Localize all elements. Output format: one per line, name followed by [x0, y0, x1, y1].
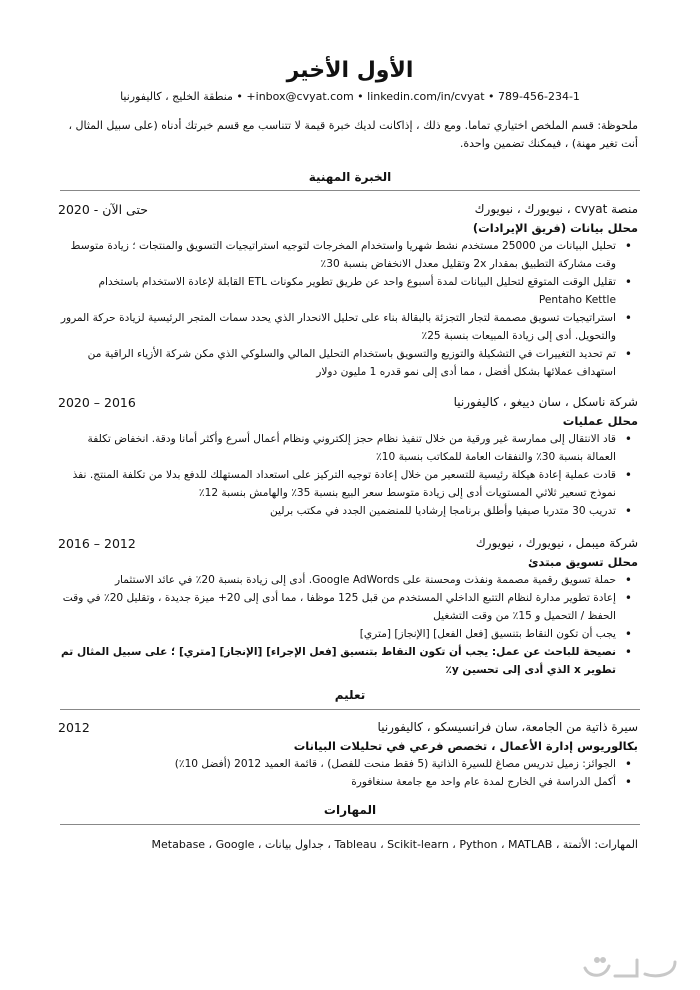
bullet-text: أكمل الدراسة في الخارج لمدة عام واحد مع جامعة سنغافورة — [351, 776, 616, 788]
list-item — [58, 466, 632, 502]
job-entry-1 — [58, 202, 638, 381]
list-item — [58, 502, 632, 520]
school-name: سيرة ذاتية من الجامعة، سان فرانسيسكو ، كاليفورنيا — [377, 720, 638, 734]
list-item — [58, 643, 632, 679]
bullet-icon: • — [624, 775, 632, 789]
list-item — [58, 589, 632, 625]
job-company: شركة ميبمل ، نيويورك ، نيويورك — [475, 536, 638, 550]
job-header — [58, 202, 638, 220]
job-header — [58, 395, 638, 413]
list-item — [58, 430, 632, 466]
candidate-name: الأول الأخير — [286, 58, 414, 83]
bullet-icon: • — [624, 311, 632, 325]
job-entry-2 — [58, 395, 638, 520]
job-role: محلل تسويق مبتدئ — [528, 555, 638, 569]
bullet-text: الجوائز: زميل تدريس مصاغ للسيرة الذاتية (5 فقط منحت للفصل) ، قائمة العميد 2012 (أفضل 10٪) — [174, 758, 616, 770]
bullet-text: تقليل الوقت المتوقع لتحليل البيانات لمدة أسبوع واحد عن طريق تطوير مكونات ETL القابلة لإعادة الاستخدام باستخدام Pentaho Kettle — [98, 276, 616, 306]
job-bullets — [58, 237, 638, 381]
job-bullets — [58, 430, 638, 520]
list-item — [58, 273, 632, 309]
bullet-text: إعادة تطوير مدارة لنظام التتبع الداخلي المستخدم من قبل 125 موظفا ، مما أدى إلى 20+ ميزة جديدة ، وتقليل 20٪ في وقت الحفظ / التحميل و 15٪ من وقت التشغيل — [62, 592, 616, 622]
bullet-icon: • — [624, 591, 632, 605]
list-item — [58, 345, 632, 381]
summary-note: ملحوظة: قسم الملخص اختياري تماما. ومع ذلك ، إذاكانت لديك خبرة قيمة لا تتناسب مع قسم خبرتك أدناه (على سبيل المثال ، أنت تغير مهنة) ، فيمكنك تضمين واحدة. — [68, 119, 638, 150]
job-role: محلل عمليات — [562, 414, 638, 428]
bullet-text: تم تحديد التغييرات في التشكيلة والتوزيع والتسويق باستخدام التحليل المالي والسلوكي الذي مكن شركة الأزياء الراقية من استهداف عملائها بشكل أفضل ، مما أدى إلى نمو قدره 1 مليون دولار — [87, 348, 616, 378]
contact-line: inbox@cvyat.com • linkedin.com/in/cvyat • 789-456-234-1+ • منطقة الخليج ، كاليفورنيا — [120, 90, 580, 103]
watermark-logo-icon — [575, 952, 685, 984]
list-item — [58, 309, 632, 345]
bullet-icon: • — [624, 645, 632, 659]
degree-title: بكالوريوس إدارة الأعمال ، تخصص فرعي في تحليلات البيانات — [293, 739, 638, 753]
bullet-text: قاد الانتقال إلى ممارسة غير ورقية من خلال تنفيذ نظام حجز إلكتروني ونظام أعمال أسرع وأكثر أمانا ودقة. انخفاض تكلفة العمالة بنسبة 30٪ والنفقات العامة للمكاتب بنسبة 10٪ — [87, 433, 616, 463]
bullet-icon: • — [624, 239, 632, 253]
bullet-icon: • — [624, 432, 632, 446]
job-dates: 2016 – 2012 — [58, 536, 136, 551]
list-item — [58, 773, 632, 791]
job-company: منصة cvyat ، نيويورك ، نيويورك — [474, 202, 638, 216]
bullet-icon: • — [624, 275, 632, 289]
job-entry-3 — [58, 536, 638, 679]
bullet-text: نصيحة للباحث عن عمل: يجب أن تكون النقاط بتنسيق [فعل الإجراء] [الإنجاز] [متري] ؛ على سبيل المثال تم تطوير x الذي أدى إلى تحسين y٪ — [60, 646, 616, 676]
bullet-text: حملة تسويق رقمية مصممة ونفذت ومحسنة على Google AdWords. أدى إلى زيادة بنسبة 20٪ في عائد الاستثمار — [114, 574, 616, 586]
bullet-icon: • — [624, 347, 632, 361]
bullet-text: يجب أن تكون النقاط بتنسيق [فعل الفعل] [الإنجاز] [متري] — [359, 628, 616, 640]
list-item — [58, 237, 632, 273]
bullet-text: استراتيجيات تسويق مصممة لتجار التجزئة بالبقالة بناء على تحليل الانحدار الذي يحدد سمات المتجر الرئيسية لزيادة حركة المرور والتحويل. أدى إلى زيادة المبيعات بنسبة 25٪ — [60, 312, 616, 342]
job-dates: 2020 - حتى الآن — [58, 202, 148, 217]
bullet-text: تدريب 30 متدربا صيفيا وأطلق برنامجا إرشاديا للمنضمين الجدد في مكتب برلين — [269, 505, 616, 517]
education-divider — [60, 709, 640, 710]
list-item — [58, 625, 632, 643]
education-header — [58, 720, 638, 738]
bullet-icon: • — [624, 757, 632, 771]
skills-divider — [60, 824, 640, 825]
skills-list: المهارات: الأتمتة ، Tableau ، Scikit-learn ، Python ، MATLAB ، جداول بيانات ، Metabase ، Google — [151, 838, 638, 851]
education-bullets — [58, 755, 638, 791]
job-company: شركة ناسكل ، سان دييغو ، كاليفورنيا — [453, 395, 638, 409]
experience-section-title: الخبرة المهنية — [308, 170, 392, 184]
experience-divider — [60, 190, 640, 191]
job-bullets — [58, 571, 638, 679]
skills-section-title: المهارات — [323, 803, 377, 817]
education-entry — [58, 720, 638, 791]
bullet-icon: • — [624, 573, 632, 587]
bullet-icon: • — [624, 627, 632, 641]
bullet-icon: • — [624, 468, 632, 482]
bullet-text: تحليل البيانات من 25000 مستخدم نشط شهريا واستخدام المخرجات لتوجيه استراتيجيات التسويق والمنتجات ؛ زيادة متوسط وقت مشاركة التطبيق بمقدار 2x وتقليل معدل الانخفاض بنسبة 30٪ — [70, 240, 616, 270]
bullet-icon: • — [624, 504, 632, 518]
bullet-text: قادت عملية إعادة هيكلة رئيسية للتسعير من خلال إعادة توجيه التركيز على استعداد المستهلك للدفع بدلا من تكلفة المنتج. نفذ نموذج تسعير ثلاثي المستويات أدى إلى زيادة متوسط سعر البيع بنسبة 35٪ والهامش بنسبة 12٪ — [72, 469, 616, 499]
job-dates: 2020 – 2016 — [58, 395, 136, 410]
education-section-title: تعليم — [334, 688, 366, 702]
job-header — [58, 536, 638, 554]
list-item — [58, 755, 632, 773]
job-role: محلل بيانات (فريق الإيرادات) — [472, 221, 638, 235]
education-dates: 2012 — [58, 720, 90, 735]
list-item — [58, 571, 632, 589]
